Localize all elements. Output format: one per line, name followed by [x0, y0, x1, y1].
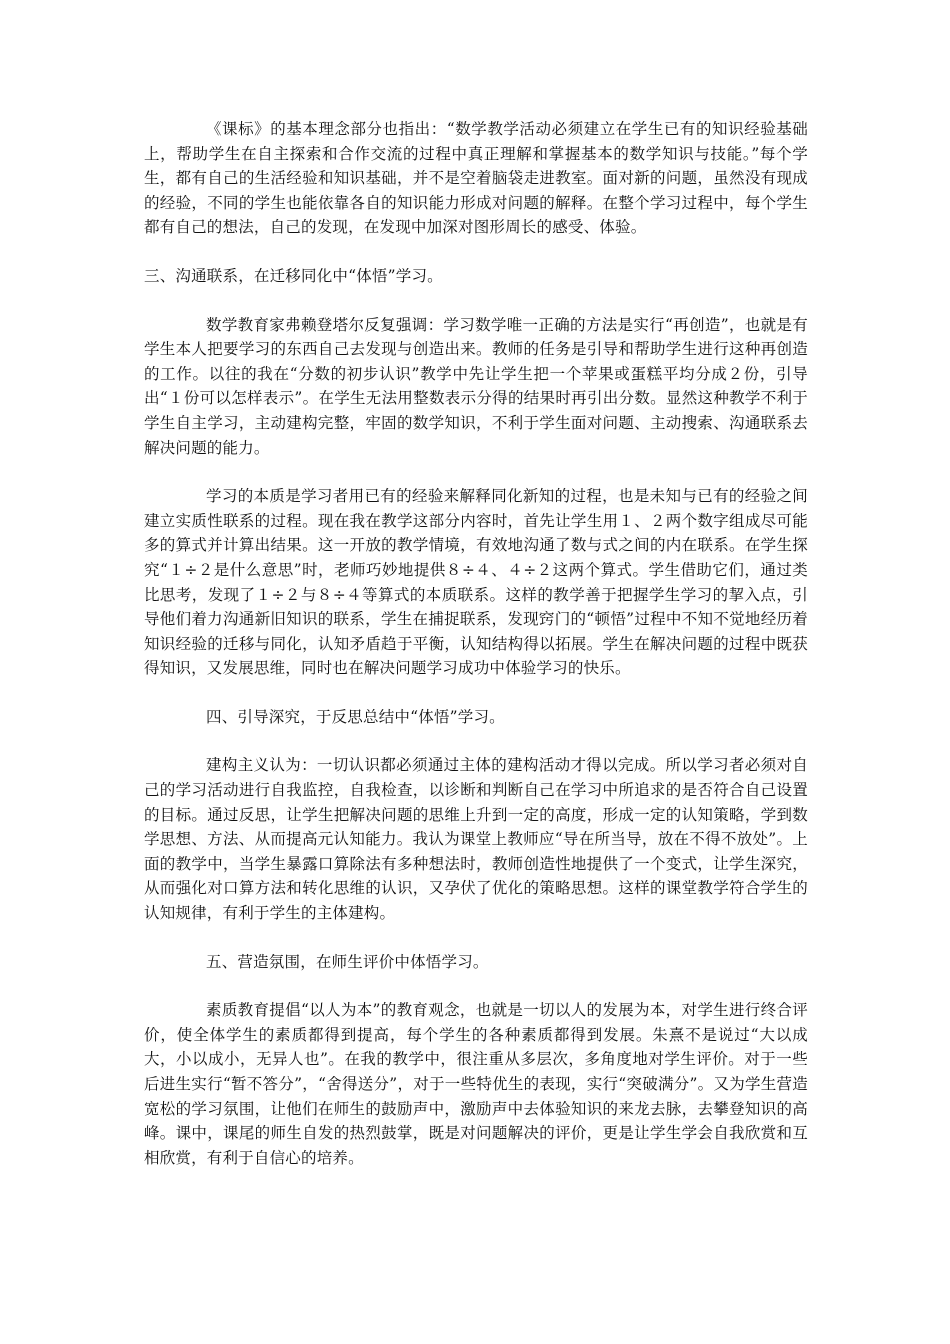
paragraph-curriculum-standard: 《课标》的基本理念部分也指出：“数学教学活动必须建立在学生已有的知识经验基础上，帮助学生在自主探索和合作交流的过程中真正理解和掌握基本的数学知识与技能。”每个学生，都有自己的生活经验和知识基础，并不是空着脑袋走进教室。面对新的问题，虽然没有现成的经验，不同的学生也能依靠各自的知识能力形成对问题的解释。在整个学习过程中，每个学生都有自己的想法，自己的发现，在发现中加深对图形周长的感受、体验。	[144, 120, 808, 237]
section-heading-4: 四、引导深究，于反思总结中“体悟”学习。	[206, 707, 505, 726]
paragraph-gap	[144, 974, 808, 998]
document-page	[144, 117, 808, 1170]
section-heading-3: 三、沟通联系，在迁移同化中“体悟”学习。	[144, 266, 443, 285]
paragraph-gap	[144, 681, 808, 705]
paragraph-learning-essence: 学习的本质是学习者用已有的经验来解释同化新知的过程，也是未知与已有的经验之间建立实质性联系的过程。现在我在教学这部分内容时，首先让学生用１、２两个数字组成尽可能多的算式并计算出结果。这一开放的教学情境，有效地沟通了数与式之间的内在联系。在学生探究“１÷２是什么意思”时，老师巧妙地提供８÷４、４÷２这两个算式。学生借助它们，通过类比思考，发现了１÷２与８÷４等算式的本质联系。这样的教学善于把握学生学习的挈入点，引导他们着力沟通新旧知识的联系，学生在捕捉联系，发现窍门的“顿悟”过程中不知不觉地经历着知识经验的迁移与同化，认知矛盾趋于平衡，认知结构得以拓展。学生在解决问题的过程中既获得知识，又发展思维，同时也在解决问题学习成功中体验学习的快乐。	[144, 487, 808, 678]
paragraph-freudenthal: 数学教育家弗赖登塔尔反复强调：学习数学唯一正确的方法是实行“再创造”，也就是有学生本人把要学习的东西自己去发现与创造出来。教师的任务是引导和帮助学生进行这种再创造的工作。以往的我在“分数的初步认识”教学中先让学生把一个苹果或蛋糕平均分成２份，引导出“１份可以怎样表示”。在学生无法用整数表示分得的结果时再引出分数。显然这种教学不利于学生自主学习，主动建构完整，牢固的数学知识，不利于学生面对问题、主动搜索、沟通联系去解决问题的能力。	[144, 315, 808, 457]
section-heading-5: 五、营造氛围，在师生评价中体悟学习。	[206, 952, 489, 971]
paragraph-quality-education: 素质教育提倡“以人为本”的教育观念，也就是一切以人的发展为本，对学生进行终合评价，使全体学生的素质都得到提高，每个学生的各种素质都得到发展。朱熹不是说过“大以成大，小以成小，无异人也”。在我的教学中，很注重从多层次，多角度地对学生评价。对于一些后进生实行“暂不答分”，“舍得送分”，对于一些特优生的表现，实行“突破满分”。又为学生营造宽松的学习氛围，让他们在师生的鼓励声中，激励声中去体验知识的来龙去脉，去攀登知识的高峰。课中，课尾的师生自发的热烈鼓掌，既是对问题解决的评价，更是让学生学会自我欣赏和互相欣赏，有利于自信心的培养。	[144, 1001, 808, 1167]
paragraph-gap	[144, 926, 808, 950]
paragraph-constructivism: 建构主义认为：一切认识都必须通过主体的建构活动才得以完成。所以学习者必须对自己的学习活动进行自我监控，自我检查，以诊断和判断自己在学习中所追求的是否符合自己设置的目标。通过反思，让学生把解决问题的思维上升到一定的高度，形成一定的认知策略，学到数学思想、方法、从而提高元认知能力。我认为课堂上教师应“导在所当导，放在不得不放处”。上面的教学中，当学生暴露口算除法有多种想法时，教师创造性地提供了一个变式，让学生深究，从而强化对口算方法和转化思维的认识，又孕伏了优化的策略思想。这样的课堂教学符合学生的认知规律，有利于学生的主体建构。	[144, 756, 808, 923]
paragraph-gap	[144, 289, 808, 313]
paragraph-gap	[144, 460, 808, 484]
paragraph-gap	[144, 240, 808, 264]
paragraph-gap	[144, 729, 808, 753]
